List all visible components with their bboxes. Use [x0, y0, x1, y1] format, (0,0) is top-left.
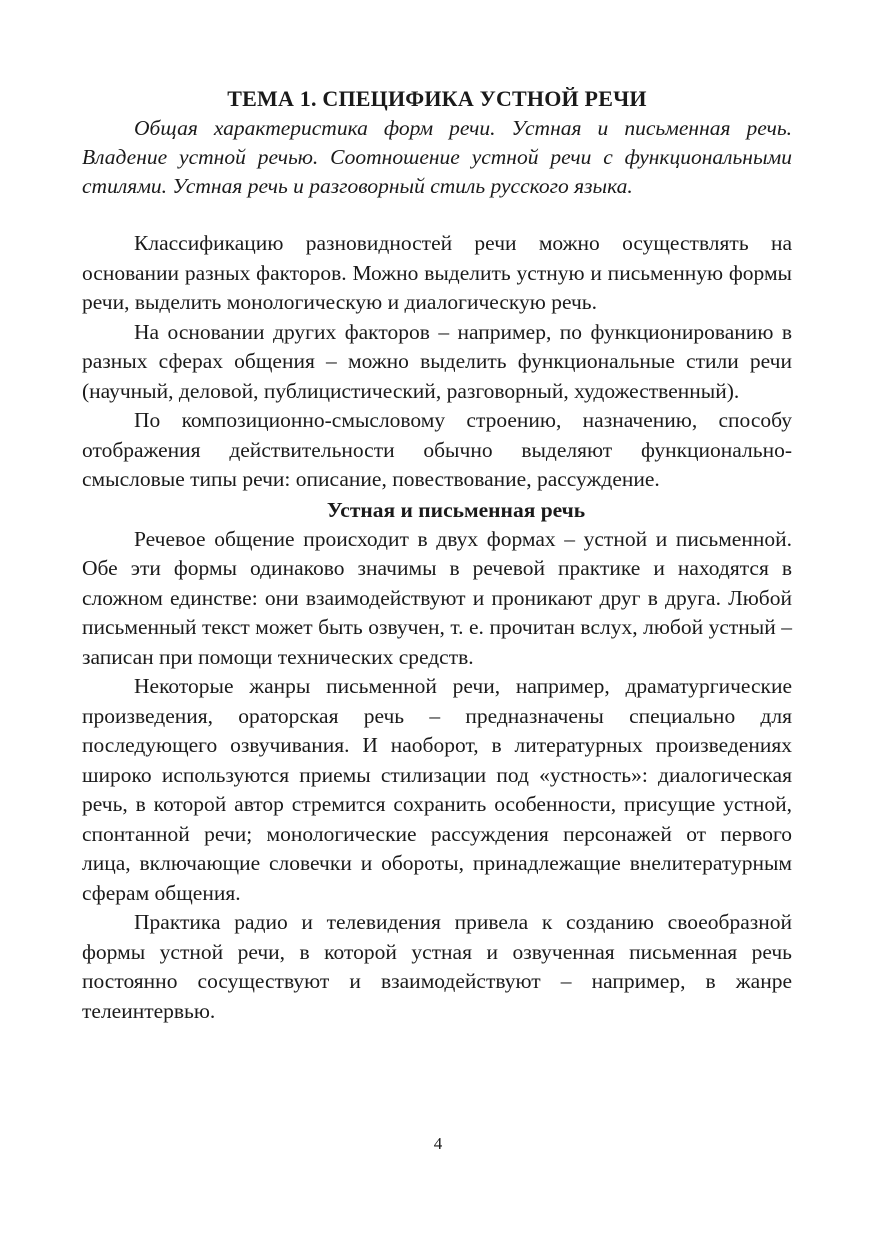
page-number: 4: [433, 1134, 443, 1153]
intro-paragraph-2: На основании других факторов – например, по функционированию в разных сферах общения – можно выделить функциональные стили речи (научный, деловой, публицистический, разговорный, художественный).: [82, 319, 792, 403]
section-paragraph-1: Речевое общение происходит в двух формах – устной и письменной. Обе эти формы одинаково значимы в речевой практике и находятся в сложном единстве: они взаимодействуют и проникают друг в друга. Любой письменный текст может быть озвучен, т. е. прочитан вслух, любой устный – записан при помощи технических средств.: [82, 526, 792, 669]
topic-summary: Общая характеристика форм речи. Устная и письменная речь. Владение устной речью. Соотношение устной речи с функциональными стилями. Устная речь и разговорный стиль русского языка.: [82, 116, 792, 198]
section-paragraph-2: Некоторые жанры письменной речи, например, драматургические произведения, ораторская речь – предназначены специально для последующего озвучивания. И наоборот, в литературных произведениях широко используются приемы стилизации под «устность»: диалогическая речь, в которой автор стремится сохранить особенности, присущие устной, спонтанной речи; монологические рассуждения персонажей от первого лица, включающие словечки и обороты, принадлежащие внелитературным сферам общения.: [82, 674, 792, 905]
section-paragraph-3: Практика радио и телевидения привела к созданию своеобразной формы устной речи, в которой устная и озвученная письменная речь постоянно сосуществуют и взаимодействуют – например, в жанре телеинтервью.: [82, 910, 792, 1023]
section-gap: [82, 201, 792, 229]
page-content: [82, 84, 792, 1026]
intro-paragraph-3: По композиционно-смысловому строению, назначению, способу отображения действительности обычно выделяют функционально-смысловые типы речи: описание, повествование, рассуждение.: [82, 408, 792, 491]
topic-title: ТЕМА 1. СПЕЦИФИКА УСТНОЙ РЕЧИ: [227, 86, 647, 111]
section-heading: Устная и письменная речь: [326, 497, 586, 522]
intro-paragraph-1: Классификацию разновидностей речи можно осуществлять на основании разных факторов. Можно выделить устную и письменную формы речи, выделить монологическую и диалогическую речь.: [82, 231, 792, 314]
